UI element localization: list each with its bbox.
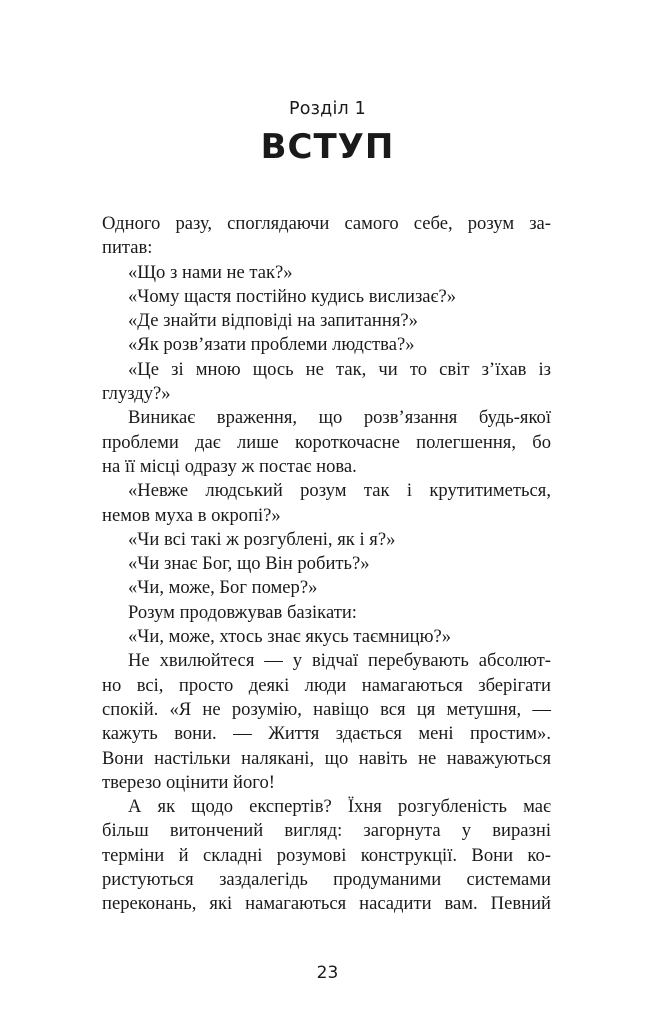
text-line: «Де знайти відповіді на запитання?» <box>128 310 418 332</box>
text-line: «Чи всі такі ж розгублені, як і я?» <box>128 528 396 550</box>
text-line: немов муха в окропі?» <box>102 504 281 526</box>
chapter-title: ВСТУП <box>260 127 395 167</box>
text-line: питав: <box>102 237 153 259</box>
text-line: «Чи, може, хтось знає якусь таємницю?» <box>128 626 452 648</box>
text-line: Виникає враження, що розв’язання будь-якої <box>128 407 551 429</box>
text-line: «Що з нами не так?» <box>128 261 293 283</box>
page-number: 23 <box>316 963 339 983</box>
text-line: ристуються заздалегідь продуманими системами <box>102 869 551 891</box>
text-line: тверезо оцінити його! <box>102 771 275 793</box>
text-line: спокій. «Я не розумію, навіщо вся ця метушня, — <box>102 698 551 720</box>
text-line: Розум продовжував базікати: <box>128 601 357 623</box>
text-line: кажуть вони. — Життя здається мені простим». <box>102 723 551 745</box>
text-line: «Невже людський розум так і крутитиметься, <box>128 480 551 502</box>
text-line: глузду?» <box>102 383 171 405</box>
text-line: но всі, просто деякі люди намагаються зберігати <box>102 674 551 696</box>
text-line: «Чи знає Бог, що Він робить?» <box>128 553 370 575</box>
text-line: А як щодо експертів? Їхня розгубленість має <box>128 796 551 818</box>
chapter-label: Розділ 1 <box>288 99 366 119</box>
text-line: «Це зі мною щось не так, чи то світ з’їхав із <box>128 358 551 380</box>
text-line: Вони настільки налякані, що навіть не наважуються <box>102 747 551 769</box>
text-line: Не хвилюйтеся — у відчаї перебувають абсолют- <box>128 650 551 672</box>
text-line: переконань, які намагаються насадити вам. Певний <box>102 893 551 915</box>
text-line: «Як розв’язати проблеми людства?» <box>128 334 415 356</box>
text-line: проблеми дає лише короткочасне полегшення, бо <box>102 431 551 453</box>
text-line: Одного разу, споглядаючи самого себе, розум за- <box>102 213 551 234</box>
text-line: терміни й складні розумові конструкції. Вони ко- <box>102 844 551 866</box>
text-line: на її місці одразу ж постає нова. <box>102 455 357 477</box>
text-line: «Чому щастя постійно кудись вислизає?» <box>128 285 457 307</box>
text-line: «Чи, може, Бог помер?» <box>128 577 318 599</box>
text-line: більш витончений вигляд: загорнута у виразні <box>102 820 551 842</box>
body-text <box>102 212 551 917</box>
